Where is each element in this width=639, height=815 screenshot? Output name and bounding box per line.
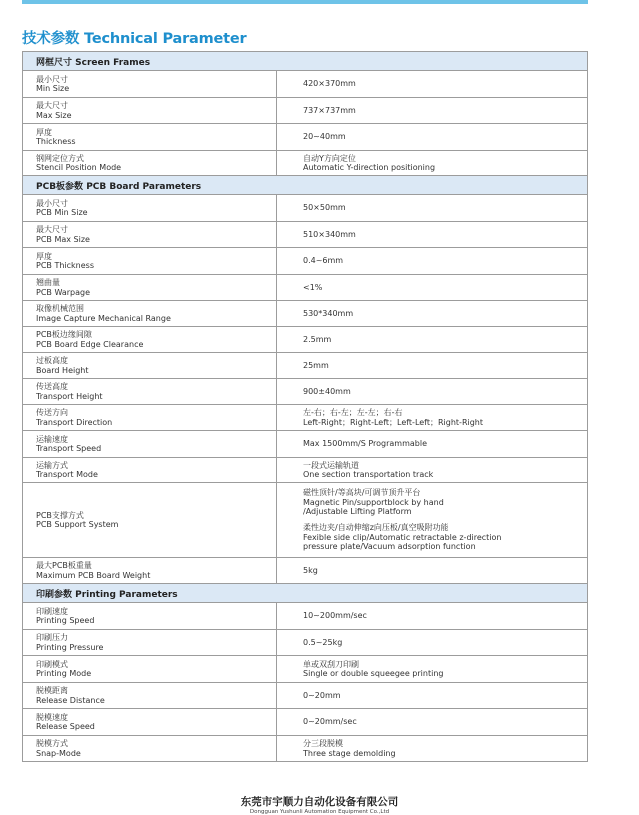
spec-value-line: 25mm (303, 360, 329, 370)
spec-value-line: 磁性顶针/等高块/可调节顶升平台 (303, 488, 421, 498)
spec-label-cn: 传送高度 (36, 382, 68, 391)
spec-value-block (303, 523, 587, 552)
spec-value-line: Three stage demolding (303, 748, 396, 758)
spec-label (23, 603, 277, 629)
spec-label-en: PCB Max Size (36, 234, 90, 244)
spec-label (23, 301, 277, 326)
spec-value-line: 0.5~25kg (303, 637, 343, 647)
spec-label (23, 98, 277, 123)
spec-value-line: 0.4~6mm (303, 256, 344, 266)
spec-row (22, 603, 588, 630)
spec-label-cn: 印刷模式 (36, 659, 68, 669)
spec-row (22, 222, 588, 248)
spec-value (277, 151, 587, 175)
spec-value (277, 222, 587, 247)
spec-label (23, 558, 277, 583)
spec-label-cn: 厚度 (36, 251, 52, 261)
spec-row (22, 124, 588, 151)
spec-value-line: Magnetic Pin/supportblock by hand (303, 497, 444, 507)
spec-value-line: Single or double squeegee printing (303, 669, 444, 678)
spec-value-line: 10~200mm/sec (303, 611, 367, 621)
spec-value-line: 5kg (303, 565, 318, 575)
spec-label (23, 709, 277, 735)
spec-label-en: Release Distance (36, 695, 105, 705)
spec-value (277, 709, 587, 735)
spec-label-cn: PCB板边缘间隙 (36, 330, 92, 339)
spec-value-line: 737×737mm (303, 105, 356, 115)
spec-value (277, 630, 587, 655)
company-name-cn: 东莞市宇顺力自动化设备有限公司 (240, 796, 399, 808)
spec-value-line: 2.5mm (303, 334, 332, 344)
spec-row (22, 483, 588, 558)
spec-label-en: Printing Mode (36, 669, 92, 678)
spec-label-cn: 取像机械范围 (36, 304, 84, 313)
page-title: 技术参数 Technical Parameter (22, 31, 247, 47)
spec-value-line: 单或双刮刀印刷 (303, 659, 359, 669)
spec-label-en: Min Size (36, 84, 70, 93)
spec-label-cn: 传送方向 (36, 408, 68, 417)
spec-value-line: Fexible side clip/Automatic retractable z-direction (303, 532, 502, 542)
spec-label-en: Stencil Position Mode (36, 163, 122, 172)
spec-value-line: 0~20mm/sec (303, 717, 357, 727)
spec-label (23, 431, 277, 457)
spec-label-en: Thickness (36, 137, 76, 146)
spec-label (23, 353, 277, 378)
spec-value (277, 656, 587, 682)
spec-row (22, 275, 588, 301)
spec-row (22, 248, 588, 275)
spec-row (22, 195, 588, 222)
spec-label-cn: 厚度 (36, 127, 52, 137)
section-header: 印刷参数 Printing Parameters (22, 584, 588, 603)
spec-label (23, 683, 277, 708)
spec-label-cn: 印刷压力 (36, 633, 68, 642)
spec-row (22, 327, 588, 353)
spec-value-line: 50×50mm (303, 203, 346, 213)
spec-label (23, 483, 277, 557)
spec-value-line: 530*340mm (303, 308, 354, 318)
top-accent-bar (22, 0, 588, 4)
spec-row (22, 736, 588, 762)
spec-value-line: 510×340mm (303, 229, 356, 239)
spec-row (22, 301, 588, 327)
spec-value-line: 分三段脱模 (303, 739, 343, 748)
spec-label-en: Printing Speed (36, 616, 95, 625)
spec-value-line: 自动Y方向定位 (303, 153, 356, 163)
spec-row (22, 558, 588, 584)
spec-label-cn: 脱模距离 (36, 686, 68, 695)
spec-label-cn: 运输方式 (36, 460, 68, 470)
spec-label (23, 195, 277, 221)
spec-label (23, 405, 277, 430)
spec-label-cn: 脱模速度 (36, 712, 68, 722)
spec-value (277, 195, 587, 221)
spec-value (277, 736, 587, 761)
spec-label (23, 248, 277, 274)
spec-row (22, 630, 588, 656)
spec-label (23, 222, 277, 247)
spec-value-line: pressure plate/Vacuum adsorption function (303, 542, 476, 552)
spec-label-en: Transport Height (36, 391, 103, 401)
spec-row (22, 379, 588, 405)
spec-value-line: 900±40mm (303, 386, 351, 396)
spec-label (23, 151, 277, 175)
section-header: 网框尺寸 Screen Frames (22, 52, 588, 71)
spec-value (277, 458, 587, 482)
spec-row (22, 431, 588, 458)
spec-row (22, 709, 588, 736)
spec-row (22, 405, 588, 431)
spec-value-line: /Adjustable Lifting Platform (303, 507, 412, 517)
spec-value (277, 248, 587, 274)
spec-row (22, 151, 588, 176)
spec-label-cn: 钢网定位方式 (36, 153, 84, 163)
spec-label-cn: PCB支撑方式 (36, 510, 84, 520)
spec-label-en: Transport Mode (36, 470, 98, 479)
spec-label-cn: 最大尺寸 (36, 101, 68, 110)
spec-value (277, 483, 587, 557)
spec-label-cn: 印刷速度 (36, 606, 68, 616)
spec-value-line: Left-Right；Right-Left；Left-Left；Right-Right (303, 417, 484, 427)
spec-value (277, 71, 587, 97)
spec-row (22, 683, 588, 709)
spec-row (22, 656, 588, 683)
spec-value-line: Automatic Y-direction positioning (303, 163, 436, 172)
spec-row (22, 458, 588, 483)
spec-label-en: Image Capture Mechanical Range (36, 313, 171, 323)
spec-label-cn: 最大尺寸 (36, 225, 68, 234)
spec-value (277, 683, 587, 708)
spec-row (22, 71, 588, 98)
spec-value-block (303, 488, 587, 517)
spec-label-en: PCB Thickness (36, 261, 94, 270)
spec-label-cn: 运输速度 (36, 434, 68, 444)
spec-row (22, 98, 588, 124)
spec-value (277, 379, 587, 404)
spec-value (277, 353, 587, 378)
spec-row (22, 353, 588, 379)
spec-label-cn: 脱模方式 (36, 739, 68, 748)
spec-label (23, 275, 277, 300)
spec-label-en: PCB Warpage (36, 287, 91, 297)
spec-value-line: 左-右；右-左；左-左；右-右 (303, 408, 403, 417)
spec-table (22, 51, 588, 762)
spec-label (23, 630, 277, 655)
spec-label (23, 656, 277, 682)
spec-value (277, 327, 587, 352)
spec-value-line: One section transportation track (303, 470, 434, 479)
spec-value (277, 301, 587, 326)
spec-label-en: PCB Min Size (36, 208, 88, 217)
spec-value (277, 98, 587, 123)
spec-label (23, 379, 277, 404)
spec-value-line: 柔性边夹/自动伸缩z向压板/真空吸附功能 (303, 523, 449, 533)
spec-label-cn: 最小尺寸 (36, 198, 68, 208)
spec-label-en: Board Height (36, 365, 89, 375)
section-header: PCB板参数 PCB Board Parameters (22, 176, 588, 195)
spec-value-line: 20~40mm (303, 132, 346, 142)
spec-label (23, 124, 277, 150)
spec-label (23, 327, 277, 352)
spec-label-cn: 最小尺寸 (36, 74, 68, 84)
spec-value (277, 275, 587, 300)
spec-label (23, 736, 277, 761)
spec-label (23, 71, 277, 97)
spec-value-line: 0~20mm (303, 690, 341, 700)
spec-label-en: PCB Support System (36, 520, 119, 529)
spec-label-en: PCB Board Edge Clearance (36, 339, 144, 349)
spec-value (277, 558, 587, 583)
spec-value-line: 一段式运输轨道 (303, 460, 359, 470)
spec-value (277, 431, 587, 457)
spec-label-en: Release Speed (36, 722, 95, 731)
spec-value (277, 124, 587, 150)
spec-value-line: Max 1500mm/S Programmable (303, 439, 428, 449)
spec-label-en: Max Size (36, 110, 72, 120)
spec-label-cn: 最大PCB板重量 (36, 561, 92, 570)
spec-value (277, 603, 587, 629)
spec-label-cn: 过板高度 (36, 356, 68, 365)
spec-label-en: Snap-Mode (36, 748, 81, 758)
spec-label-en: Transport Speed (36, 444, 102, 453)
spec-label-en: Printing Pressure (36, 642, 104, 652)
spec-label-en: Maximum PCB Board Weight (36, 570, 151, 580)
spec-value (277, 405, 587, 430)
spec-label-en: Transport Direction (36, 417, 113, 427)
spec-label (23, 458, 277, 482)
spec-label-cn: 翘曲量 (36, 278, 60, 287)
company-name-en: Dongguan Yushunli Automation Equipment Co.,Ltd (249, 809, 390, 815)
spec-value-line: <1% (303, 282, 323, 292)
spec-value-line: 420×370mm (303, 79, 356, 89)
